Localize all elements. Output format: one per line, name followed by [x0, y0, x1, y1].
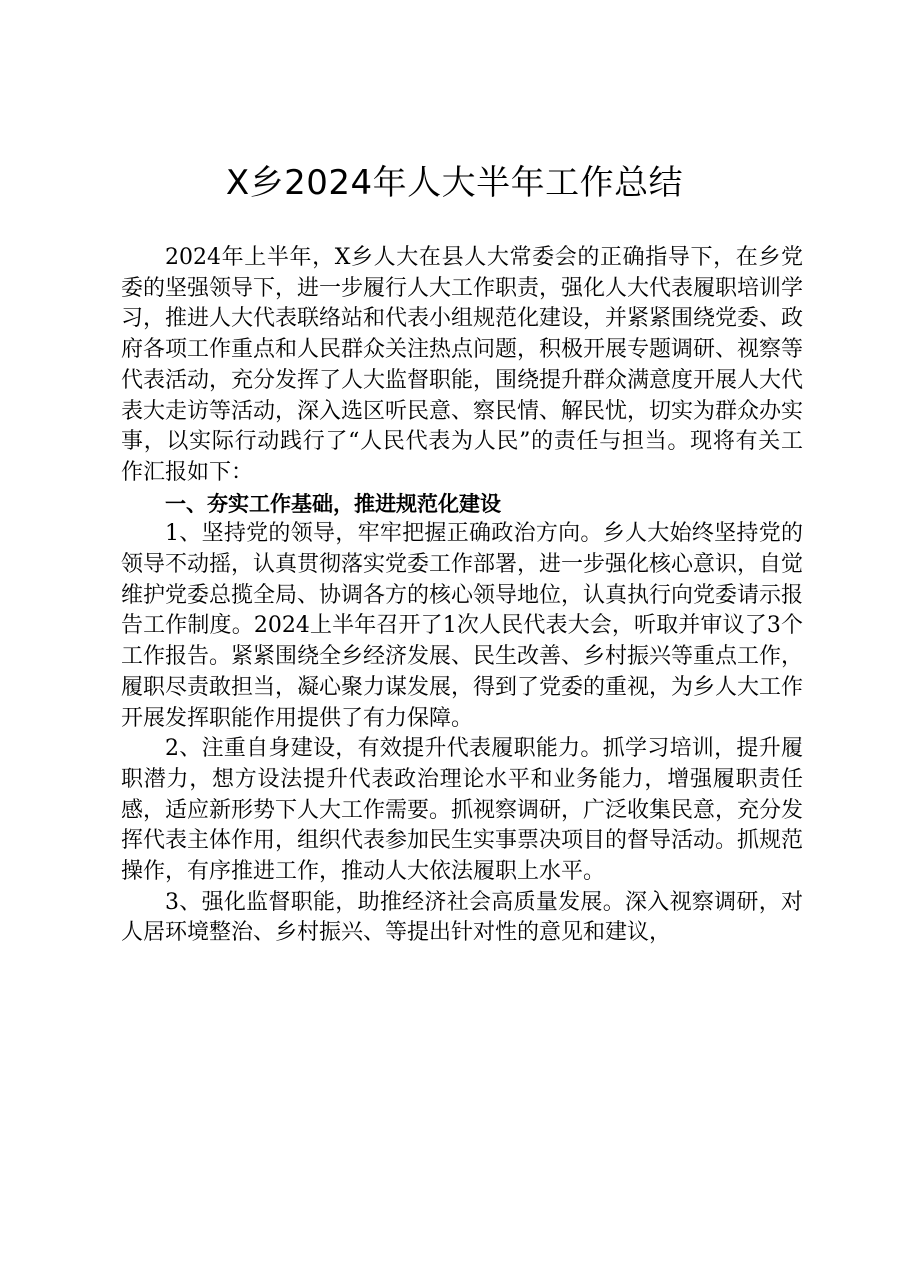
intro-paragraph: 2024年上半年，X乡人大在县人大常委会的正确指导下，在乡党委的坚强领导下，进一步履行人大工作职责，强化人大代表履职培训学习，推进人大代表联络站和代表小组规范化建设，并紧紧围绕党委、政府各项工作重点和人民群众关注热点问题，积极开展专题调研、视察等代表活动，充分发挥了人大监督职能，围绕提升群众满意度开展人大代表大走访等活动，深入选区听民意、察民情、解民忧，切实为群众办实事，以实际行动践行了“人民代表为人民”的责任与担当。现将有关工作汇报如下：: [121, 245, 804, 485]
document-body: [121, 243, 803, 949]
document-title: X乡2024年人大半年工作总结: [225, 163, 684, 203]
item-paragraph-2: 2、注重自身建设，有效提升代表履职能力。抓学习培训，提升履职潜力，想方设法提升代表政治理论水平和业务能力，增强履职责任感，适应新形势下人大工作需要。抓视察调研，广泛收集民意，充分发挥代表主体作用，组织代表参加民生实事票决项目的督导活动。抓规范操作，有序推进工作，推动人大依法履职上水平。: [121, 736, 804, 885]
section-heading: 一、夯实工作基础，推进规范化建设: [165, 491, 501, 516]
item-paragraph-3: 3、强化监督职能，助推经济社会高质量发展。深入视察调研，对人居环境整治、乡村振兴、等提出针对性的意见和建议，: [121, 889, 803, 946]
item-paragraph-1: 1、坚持党的领导，牢牢把握正确政治方向。乡人大始终坚持党的领导不动摇，认真贯彻落实党委工作部署，进一步强化核心意识，自觉维护党委总揽全局、协调各方的核心领导地位，认真执行向党委请示报告工作制度。2024上半年召开了1次人民代表大会，听取并审议了3个工作报告。紧紧围绕全乡经济发展、民生改善、乡村振兴等重点工作，履职尽责敢担当，凝心聚力谋发展，得到了党委的重视，为乡人大工作开展发挥职能作用提供了有力保障。: [121, 521, 804, 731]
